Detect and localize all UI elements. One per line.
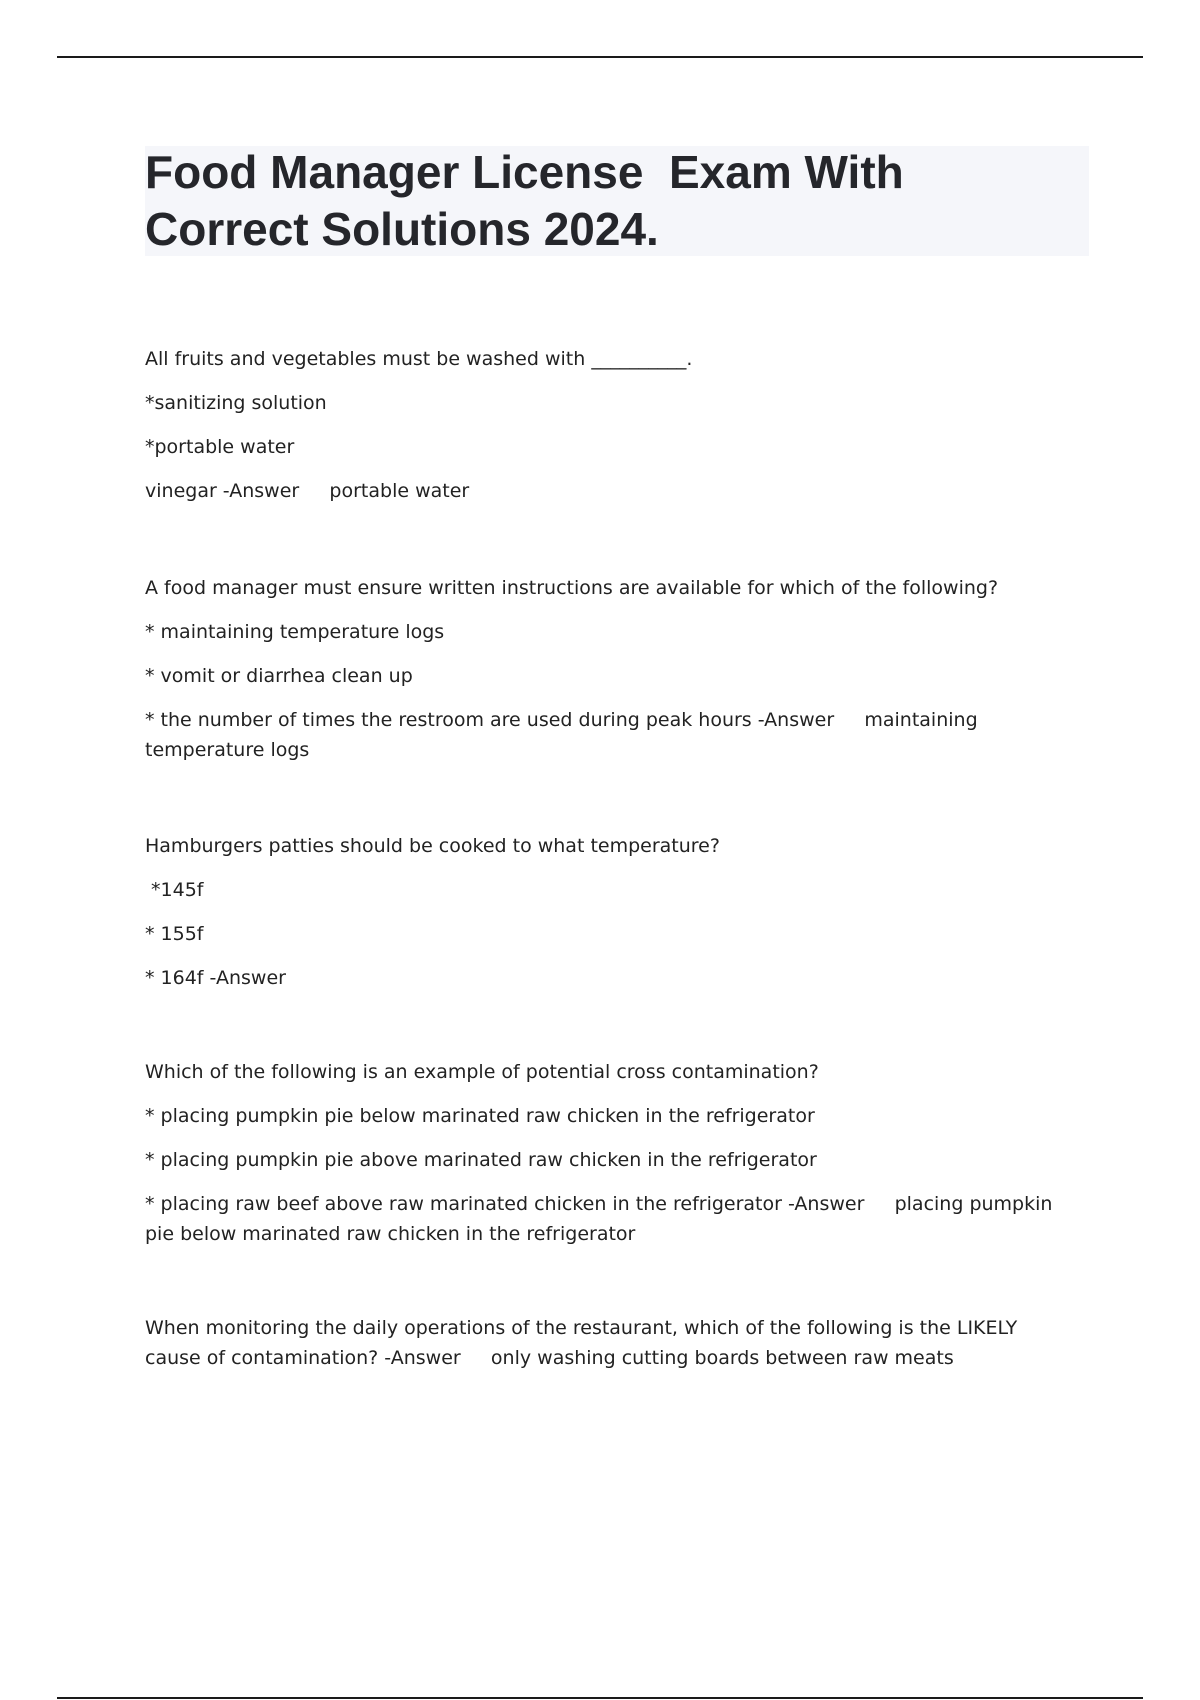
question-block-1: [145, 344, 1075, 506]
question-text: When monitoring the daily operations of the restaurant, which of the following is the LIKELY cause of contamination? -Answer only washing cutting boards between raw meats: [145, 1317, 1024, 1369]
document-title: [145, 144, 904, 258]
answer-option: * placing pumpkin pie above marinated raw chicken in the refrigerator: [145, 1149, 817, 1171]
title-line-1: Food Manager License Exam With: [145, 146, 904, 198]
question-block-3: [145, 831, 1075, 993]
answer-option: * placing raw beef above raw marinated chicken in the refrigerator -Answer placing pumpkin pie below marinated raw chicken in the refrigerator: [145, 1193, 1059, 1245]
bottom-rule: [57, 1697, 1143, 1699]
answer-option: * vomit or diarrhea clean up: [145, 665, 413, 687]
answer-option: * maintaining temperature logs: [145, 621, 445, 643]
answer-option: * 164f -Answer: [145, 967, 286, 989]
answer-option: vinegar -Answer portable water: [145, 480, 470, 502]
answer-option: * the number of times the restroom are used during peak hours -Answer maintaining temperature logs: [145, 709, 984, 761]
question-block-2: [145, 573, 1075, 765]
question-text: Which of the following is an example of potential cross contamination?: [145, 1061, 819, 1083]
title-line-2: Correct Solutions 2024.: [145, 203, 659, 255]
question-text: All fruits and vegetables must be washed with __________.: [145, 348, 693, 370]
question-text: Hamburgers patties should be cooked to what temperature?: [145, 835, 720, 857]
answer-option: * placing pumpkin pie below marinated raw chicken in the refrigerator: [145, 1105, 815, 1127]
question-block-4: [145, 1057, 1075, 1249]
answer-option: *145f: [145, 879, 204, 901]
answer-option: *portable water: [145, 436, 295, 458]
question-block-5: [145, 1313, 1075, 1373]
question-text: A food manager must ensure written instructions are available for which of the following?: [145, 577, 999, 599]
answer-option: *sanitizing solution: [145, 392, 327, 414]
top-rule: [57, 56, 1143, 58]
answer-option: * 155f: [145, 923, 204, 945]
